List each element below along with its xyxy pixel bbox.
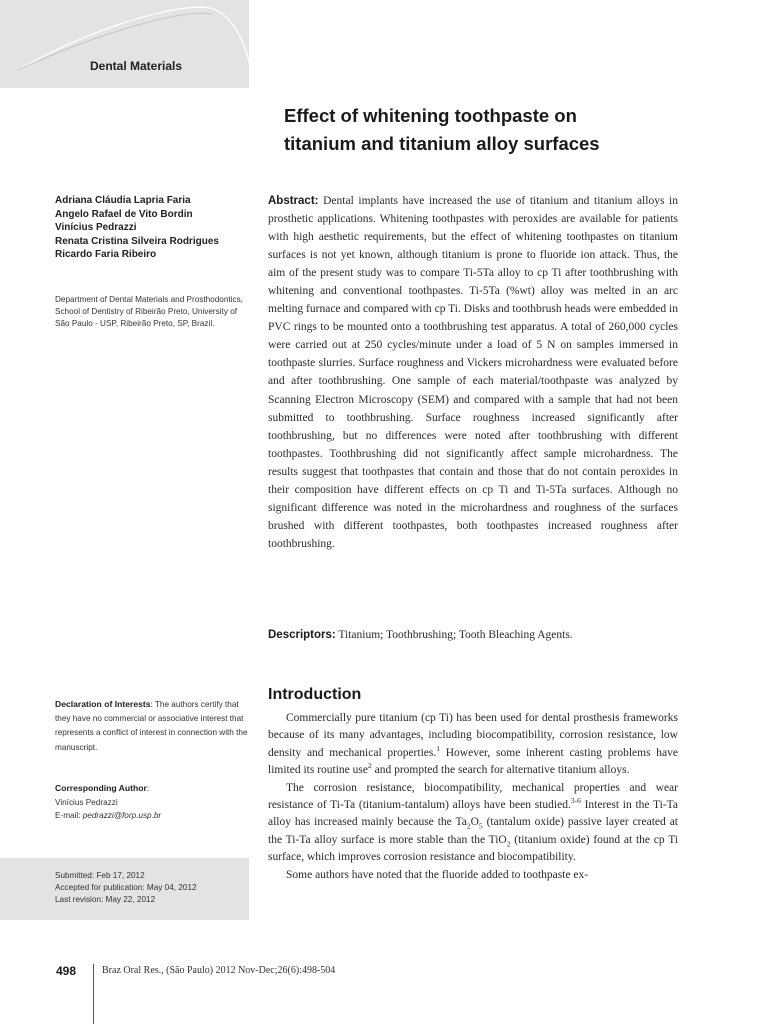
submitted-date: Submitted: Feb 17, 2012 — [55, 871, 145, 880]
publication-dates — [55, 870, 245, 907]
accepted-date: Accepted for publication: May 04, 2012 — [55, 883, 197, 893]
author: Adriana Cláudia Lapria Faria — [55, 195, 191, 206]
author-list — [55, 194, 255, 262]
paper-title — [284, 102, 724, 158]
header-swoosh-decoration — [0, 0, 260, 110]
intro-paragraph: The corrosion resistance, biocompatibility, mechanical properties and wear resistance of Ti-Ta (titanium-tantalum) alloys have been studied.$^{3-6}$ Interest in the Ti-Ta alloy has increased mainly because the $Ta_2O_5$ (tantalum oxide) passive layer created at the Ti-Ta alloy surface is more stable than the TiO$_2$ (titanium oxide) found at the cp Ti surface, which improves corrosion resistance and biocompatibility. — [268, 781, 679, 864]
declaration-of-interests — [55, 697, 255, 755]
descriptors-text: Titanium; Toothbrushing; Tooth Bleaching Agents. — [338, 629, 573, 641]
introduction-body — [268, 710, 678, 884]
journal-citation: Braz Oral Res., (São Paulo) 2012 Nov-Dec;26(6):498-504 — [102, 965, 336, 976]
corresponding-name: Vinícius Pedrazzi — [55, 797, 118, 807]
declaration-label: Declaration of Interests — [55, 699, 151, 709]
title-line-2: titanium and titanium alloy surfaces — [284, 133, 600, 154]
abstract — [268, 192, 678, 553]
affiliation: Department of Dental Materials and Prosthodontics, School of Dentistry of Ribeirão Preto, University of São Paulo - USP, Ribeirão Preto, SP, Brazil. — [55, 295, 243, 328]
introduction-heading: Introduction — [268, 686, 362, 703]
footer-divider — [93, 964, 94, 1024]
intro-paragraph: Commercially pure titanium (cp Ti) has been used for dental prosthesis frameworks because of its many advantages, including biocompatibility, corrosion resistance, low density and mechanical properties.$^1$ However, some inherent casting problems have limited its routine use$^2$ and prompted the search for alternative titanium alloys. — [268, 712, 678, 777]
abstract-label: Abstract: — [268, 195, 319, 207]
author: Ricardo Faria Ribeiro — [55, 249, 157, 261]
section-label: Dental Materials — [90, 59, 183, 73]
email-label: E-mail: — [55, 811, 83, 821]
author: Angelo Rafael de Vito Bordin — [55, 208, 193, 220]
corresponding-colon: : — [146, 784, 150, 793]
title-line-1: Effect of whitening toothpaste on — [284, 105, 577, 126]
revision-date: Last revision: May 22, 2012 — [55, 895, 156, 905]
author: Renata Cristina Silveira Rodrigues — [55, 235, 219, 247]
declaration-text: : The authors certify that they have no commercial or associative interest that represents a conflict of interest in connection with the manuscript. — [55, 700, 248, 752]
corresponding-author — [55, 782, 250, 823]
page-number: 498 — [56, 964, 77, 978]
citation-ref[interactable]: 3-6 — [570, 796, 581, 806]
citation-ref[interactable]: 1 — [436, 743, 440, 753]
abstract-text: Dental implants have increased the use of titanium and titanium alloys in prosthetic applications. Whitening toothpastes with peroxides are available for patients with high aesthetic requirements, but the effect of whitening toothpastes on titanium surfaces is not yet known, although titanium is prone to fluoride ion attack. Thus, the aim of the present study was to compare Ti-5Ta alloy to cp Ti after toothbrushing with whitening and conventional toothpastes. Ti-5Ta (%wt) alloy was melted in an arc melting furnace and compared with cp Ti. Disks and toothbrush heads were embedded in PVC rings to be mounted onto a toothbrushing test apparatus. A total of 260,000 cycles were carried out at 250 cycles/minute under a load of 5 N on samples immersed in toothpaste slurries. Surface roughness and Vickers microhardness were evaluated before and after toothbrushing. One sample of each material/toothpaste was analyzed by Scanning Electron Microscopy (SEM) and compared with a sample that had not been submitted to toothbrushing. Surface roughness increased significantly after toothbrushing, but no differences were noted after toothbrushing with different toothpastes. Toothbrushing did not significantly affect sample microhardness. The results suggest that toothpastes that contain and those that do not contain peroxides in their composition have different effects on cp Ti and Ti-5Ta surfaces. Although no significant difference was noted in the microhardness and roughness of the surfaces brushed with different toothpastes, both toothpastes increased roughness after toothbrushing. — [268, 195, 678, 550]
citation-ref[interactable]: 2 — [367, 761, 372, 771]
email-address[interactable]: pedrazzi@forp.usp.br — [82, 811, 162, 821]
intro-paragraph: Some authors have noted that the fluoride added to toothpaste ex- — [286, 868, 589, 881]
descriptors-label: Descriptors: — [268, 629, 336, 641]
descriptors — [268, 626, 678, 644]
corresponding-label: Corresponding Author — [55, 783, 147, 793]
author: Vinícius Pedrazzi — [55, 222, 137, 234]
